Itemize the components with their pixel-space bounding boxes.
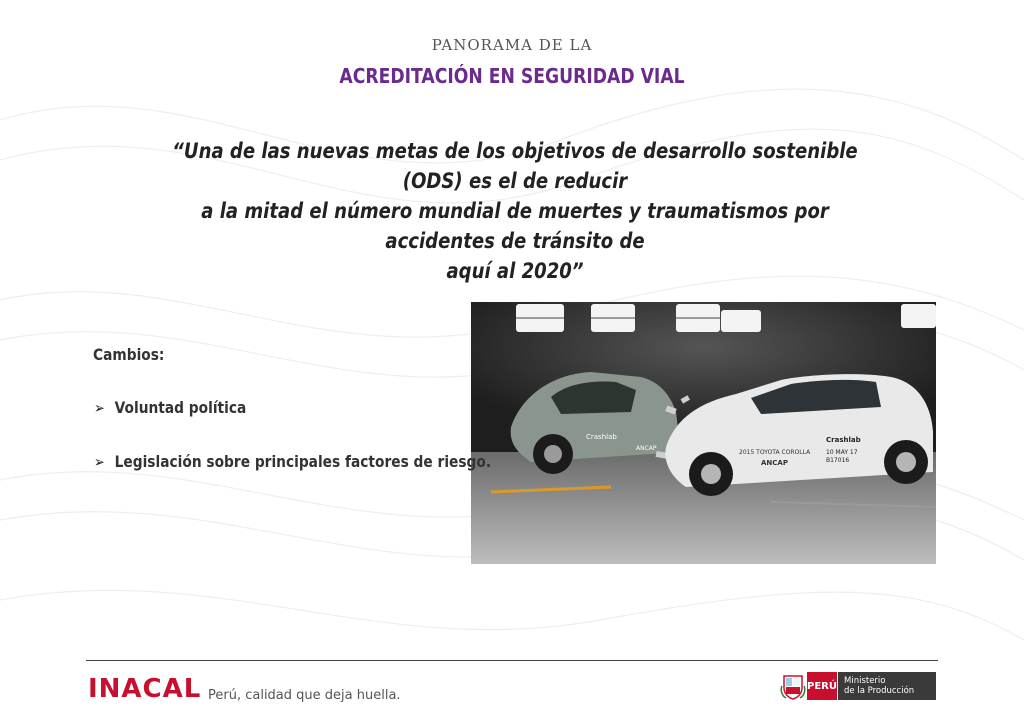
ministry-badge [838,672,936,700]
right-crashlab-label: Crashlab [826,436,861,444]
slide-title: ACREDITACIÓN EN SEGURIDAD VIAL [339,64,685,88]
change-item-label: Voluntad política [114,398,247,417]
change-item [94,452,491,471]
ministry-line-2: de la Producción [844,686,915,696]
right-ancap-label: ANCAP [761,459,788,467]
ods-quote [150,136,881,286]
inacal-logo: INACAL [88,674,202,704]
arrowhead-bullet-icon: ➢ [94,453,105,471]
change-item [94,398,246,417]
quote-line-2: a la mitad el número mundial de muertes y traumatismos por accidentes de tránsito de [201,199,829,253]
change-item-label: Legislación sobre principales factores de riesgo. [114,452,492,471]
left-ancap-label: ANCAP [636,445,657,452]
peru-coat-of-arms-icon [780,672,806,700]
peru-badge: PERÚ [807,672,837,700]
ministry-line-1: Ministerio [844,676,886,686]
footer-tagline: Perú, calidad que deja huella. [208,688,401,703]
code-label: B17016 [826,457,850,464]
changes-heading: Cambios: [93,345,165,364]
date-label: 10 MAY 17 [826,449,858,456]
quote-line-3: aquí al 2020” [446,259,584,283]
left-crashlab-label: Crashlab [586,433,617,441]
footer-divider [86,660,938,661]
slide-kicker: PANORAMA DE LA [431,36,593,54]
arrowhead-bullet-icon: ➢ [94,399,105,417]
crash-test-photo [471,302,936,564]
quote-line-1: “Una de las nuevas metas de los objetivos de desarrollo sostenible (ODS) es el de reducir [172,139,858,193]
model-label: 2015 TOYOTA COROLLA [739,449,811,456]
